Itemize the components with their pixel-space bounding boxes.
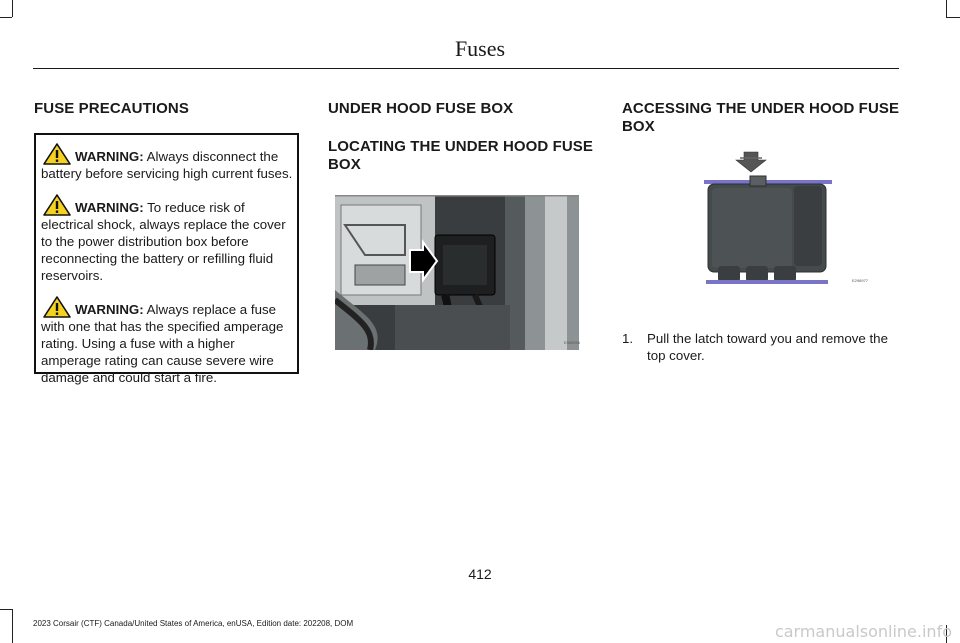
push-arrow-icon (736, 152, 766, 172)
crop-mark-bottom-left-v (12, 609, 13, 643)
figure-code: E298977 (852, 278, 869, 283)
fuse-box-cover-illustration (702, 150, 832, 286)
warning-text: To reduce risk of electrical shock, always replace the cover to the power distribution box before reconnecting the battery or refilling fluid reservoirs. (41, 200, 286, 283)
footer-edition-text: 2023 Corsair (CTF) Canada/United States of America, enUSA, Edition date: 202208, DOM (33, 619, 354, 628)
under-hood-fuse-box-heading: UNDER HOOD FUSE BOX (328, 100, 514, 117)
warning-1 (41, 143, 293, 182)
fuse-precautions-heading: FUSE PRECAUTIONS (34, 100, 189, 117)
warning-label: WARNING: (75, 149, 144, 164)
warning-2 (41, 194, 293, 284)
warning-label: WARNING: (75, 200, 144, 215)
crop-mark-top-left-h (0, 17, 12, 18)
figure-code: E340006 (564, 340, 581, 345)
warning-3 (41, 296, 293, 386)
warning-label: WARNING: (75, 302, 144, 317)
locating-fuse-box-heading: LOCATING THE UNDER HOOD FUSE BOX (328, 138, 594, 173)
watermark: carmanualsonline.info (774, 622, 952, 641)
warning-box (34, 133, 299, 385)
warning-text: Always disconnect the battery before servicing high current fuses. (41, 149, 293, 181)
warning-text: Always replace a fuse with one that has the specified amperage rating. Using a fuse with a higher amperage rating can cause severe wire damage and could start a fire. (41, 302, 284, 385)
crop-mark-top-right-v (946, 0, 947, 17)
page-number: 412 (468, 566, 492, 582)
header-divider (33, 68, 899, 69)
page-title: Fuses (454, 36, 506, 61)
crop-mark-top-left-v (12, 0, 13, 17)
step-number: 1. (622, 331, 634, 346)
accessing-fuse-box-heading: ACCESSING THE UNDER HOOD FUSE BOX (622, 100, 900, 135)
crop-mark-bottom-left-h (0, 609, 12, 610)
engine-bay-photo (335, 195, 579, 350)
step-1 (622, 330, 902, 364)
step-text: Pull the latch toward you and remove the top cover. (647, 331, 888, 363)
warning-triangle-icon (43, 296, 71, 318)
warning-triangle-icon (43, 143, 71, 165)
crop-mark-top-right-h (946, 17, 960, 18)
warning-triangle-icon (43, 194, 71, 216)
